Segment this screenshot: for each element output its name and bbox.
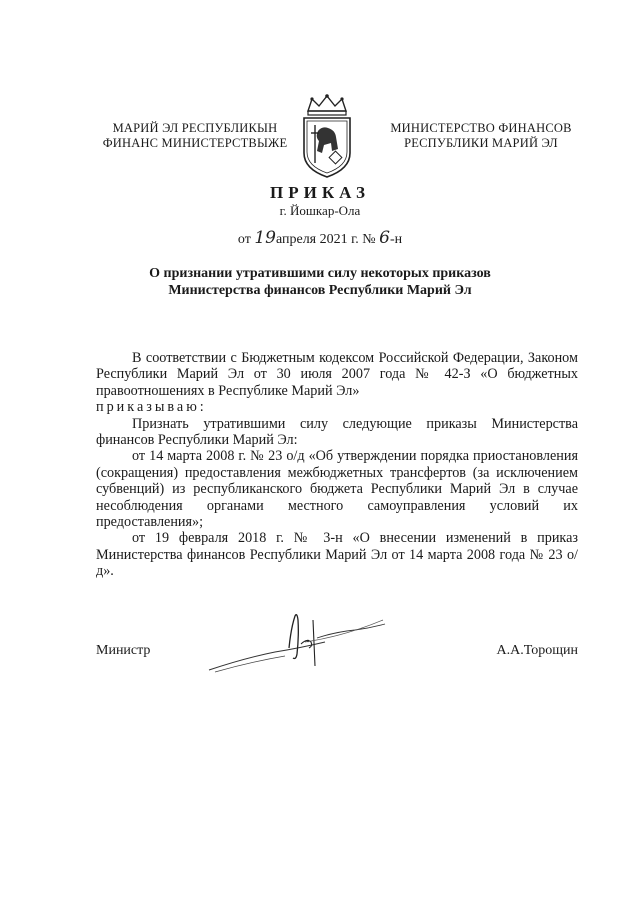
coat-of-arms-icon [298, 93, 356, 179]
header-right-line1: МИНИСТЕРСТВО ФИНАНСОВ [390, 121, 572, 135]
order-subject [0, 265, 640, 299]
body-order-verb: приказываю: [96, 399, 207, 416]
body-paragraph-1: В соответствии с Бюджетным кодексом Российской Федерации, Законом Республики Марий Эл от 30 июля 2007 года № 42-З «О бюджетных правоотношениях в Республике Марий Эл» [96, 350, 578, 399]
order-number-handwritten: 6 [379, 228, 390, 248]
date-rest: апреля 2021 г. № [275, 232, 376, 247]
date-day-handwritten: 19 [254, 228, 276, 248]
header-right-line2: РЕСПУБЛИКИ МАРИЙ ЭЛ [404, 136, 558, 150]
date-prefix: от [237, 232, 251, 247]
handwritten-signature-icon [205, 608, 390, 678]
header-right-russian [376, 121, 586, 151]
order-body [96, 350, 578, 580]
body-paragraph-3: от 14 марта 2008 г. № 23 о/д «Об утверждении порядка приостановления (сокращения) предоставления межбюджетных трансфертов (за исключением субвенций) из республиканского бюджета Республики Марий Эл в случае несоблюдения органами местного самоуправления условий их предоставления»; [96, 448, 578, 531]
subject-line2: Министерства финансов Республики Марий Эл [168, 283, 472, 298]
signatory-name: А.А.Торощин [496, 643, 578, 658]
order-number-suffix: -н [389, 232, 403, 247]
signatory-role: Министр [96, 643, 151, 658]
header-left-line1: МАРИЙ ЭЛ РЕСПУБЛИКЫН [112, 121, 278, 135]
body-paragraph-2: Признать утратившими силу следующие приказы Министерства финансов Республики Марий Эл: [96, 415, 578, 449]
body-paragraph-4: от 19 февраля 2018 г. № 3-н «О внесении изменений в приказ Министерства финансов Республики Марий Эл от 14 марта 2008 года № 23 о/д». [96, 530, 578, 580]
header-left-mari [90, 121, 300, 151]
order-city: г. Йошкар-Ола [279, 203, 361, 218]
order-title: ПРИКАЗ [270, 183, 370, 202]
header-left-line2: ФИНАНС МИНИСТЕРСТВЫЖЕ [102, 136, 288, 150]
subject-line1: О признании утратившими силу некоторых приказов [149, 266, 491, 281]
order-dateline [0, 228, 640, 248]
